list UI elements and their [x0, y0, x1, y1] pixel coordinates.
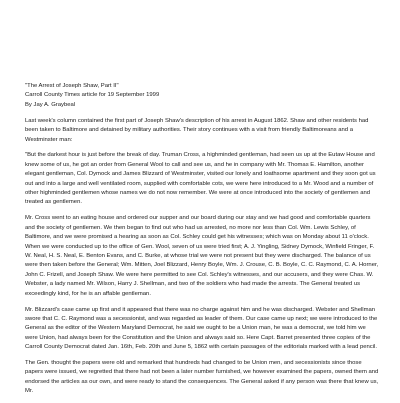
paragraph-the-general: The Gen. thought the papers were old and remarked that hundreds had changed to be Union men, and secessionists since those papers were issued, we regretted that there had not been a later number furnished, we however examined the papers, owned them and endorsed the articles as our own, and were ready to stand the consequences. The General asked if any person was there that knew us, Mr.	[25, 360, 379, 395]
article-header	[25, 82, 380, 110]
paragraph-mr-blizzard: Mr. Blizzard's case came up first and it appeared that there was no charge against him and he was discharged. Webster and Shellman swore that C. C. Raymond was a secessionist, and was regarded as leader of them. Our case came up next; we were introduced to the General as the editor of the Western Maryland Democrat, he said we ought to be a Union man, he was a democrat, we told him we were Union, had always been for the Constitution and the Union and always said so. Here Capt. Barret presented three copies of the Carroll County Democrat dated Jan. 16th, Feb. 20th and June 5, 1862 with certain passages of the editorials marked with a lead pencil.	[25, 306, 378, 351]
article-byline: By Jay A. Graybeal	[25, 101, 76, 108]
paragraph-darkest-hour: "But the darkest hour is just before the break of day. Truman Cross, a highminded gentleman, had seen us up at the Eutaw House and knew some of us, he got an order from General Wool to call and see us, and he in company with Mr. Thomas E. Hamilton, another elegant gentleman, Col. Dymock and James Blizzard of Westminster, visited our lonely and loathsome apartment and they soon got us out and into a large and well ventilated room, supplied with comfortable cots, we were here introduced to a Mr. Wood and a number of other highminded gentlemen whose names we do not now remember. We were at once introduced into the society of gentlemen and treated as gentlemen.	[25, 152, 376, 206]
article-source: Carroll County Times article for 19 September 1999	[25, 92, 160, 99]
article-page	[25, 82, 380, 403]
article-title: "The Arrest of Joseph Shaw, Part II"	[25, 83, 119, 89]
paragraph-mr-cross: Mr. Cross went to an eating house and ordered our supper and our board during our stay and we had good and comfortable quarters and the society of gentlemen. We then began to find out who had us arrested, no more nor less than Col. Wm. Lewis Schley, of Baltimore, and we were promised a hearing as soon as Col. Schley could get his witnesses; which was on Monday about 11 o'clock. When we were conducted up to the office of Gen. Wool, seven of us were tried first; A. J. Yingling, Sidney Dymock, Winfield Fringer, F. W. Neal, H. S. Neal, E. Benton Evans, and C. Burke, at whose trial we were not present but they were discharged. The balance of us were then taken before the General; Wm. Mitten, Joel Blizzard, Henry Boyle, Wm. J. Crouse, C. B. Boyle, C. C. Raymond, C. A. Horner, John C. Frizell, and Joseph Shaw. We were here permitted to see Col. Schley's witnesses, and our accusers, and they were Chas. W. Webster, a lady named Mr. Wilson, Harry J. Shellman, and two of the soldiers who had made the arrests. The General treated us exceedingly kind, for he is an affable gentleman.	[25, 215, 379, 297]
paragraph-intro: Last week's column contained the first part of Joseph Shaw's description of his arrest in August 1862. Shaw and other residents had been taken to Baltimore and detained by military authorities. Their story continues with a visit from friendly Baltimoreans and a Westminster man:	[25, 117, 369, 143]
